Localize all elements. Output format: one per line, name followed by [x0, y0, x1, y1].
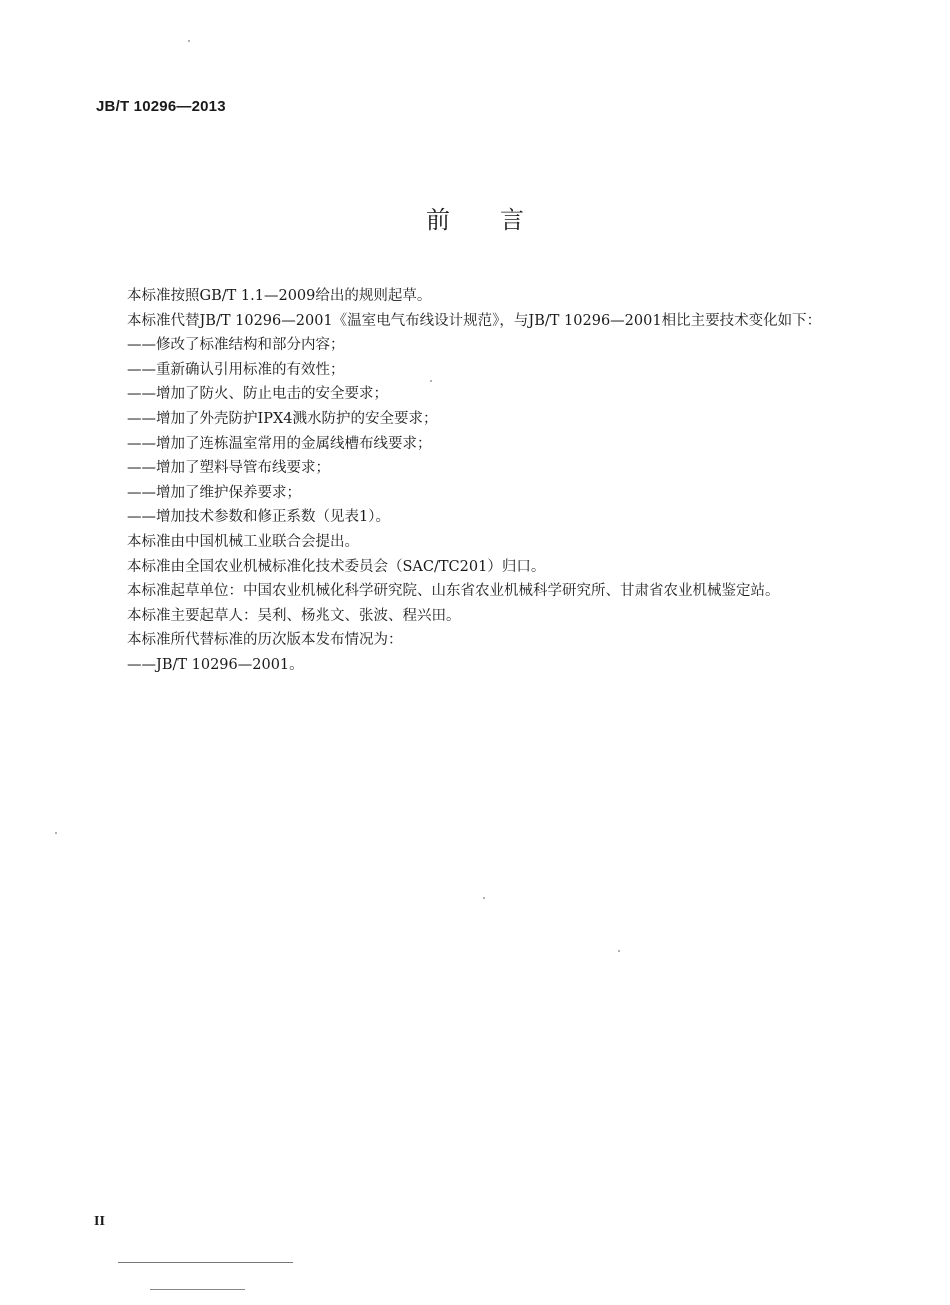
page-number: II — [94, 1214, 105, 1229]
paragraph-drafters: 本标准主要起草人：吴利、杨兆文、张波、程兴田。 — [127, 607, 461, 624]
scan-artifact-line — [118, 1262, 293, 1263]
scan-speck — [618, 950, 620, 952]
paragraph-drafting-rules: 本标准按照GB/T 1.1—2009给出的规则起草。 — [127, 288, 432, 304]
standard-code-header: JB/T 10296—2013 — [96, 98, 226, 115]
foreword-body — [96, 284, 856, 678]
list-item: ——增加了外壳防护IPX4溅水防护的安全要求； — [127, 410, 438, 427]
scan-artifact-line — [150, 1289, 245, 1290]
paragraph-drafting-units: 本标准起草单位：中国农业机械化科学研究院、山东省农业机械科学研究所、甘肃省农业机械鉴定站。 — [127, 583, 780, 600]
list-item: ——增加技术参数和修正系数（见表1）。 — [127, 509, 390, 526]
list-item: ——修改了标准结构和部分内容； — [127, 337, 345, 354]
paragraph-managed-by: 本标准由全国农业机械标准化技术委员会（SAC/TC201）归口。 — [127, 558, 546, 575]
page-title: 前言 — [426, 206, 574, 234]
list-item: ——增加了连栋温室常用的金属线槽布线要求； — [127, 435, 432, 452]
paragraph-history-intro: 本标准所代替标准的历次版本发布情况为： — [127, 632, 403, 649]
scan-speck — [430, 380, 432, 382]
changes-list — [96, 333, 856, 530]
list-item: ——增加了塑料导管布线要求； — [127, 460, 330, 477]
paragraph-proposed-by: 本标准由中国机械工业联合会提出。 — [127, 533, 359, 550]
list-item: ——增加了防火、防止电击的安全要求； — [127, 386, 388, 403]
list-item: ——重新确认引用标准的有效性； — [127, 361, 345, 378]
paragraph-replacement: 本标准代替JB/T 10296—2001《温室电气布线设计规范》，与JB/T 10296—2001相比主要技术变化如下： — [127, 312, 822, 329]
history-item: ——JB/T 10296—2001。 — [127, 656, 304, 673]
list-item: ——增加了维护保养要求； — [127, 484, 301, 501]
scan-speck — [55, 832, 57, 834]
scan-speck — [188, 40, 190, 42]
scan-speck — [483, 897, 485, 899]
